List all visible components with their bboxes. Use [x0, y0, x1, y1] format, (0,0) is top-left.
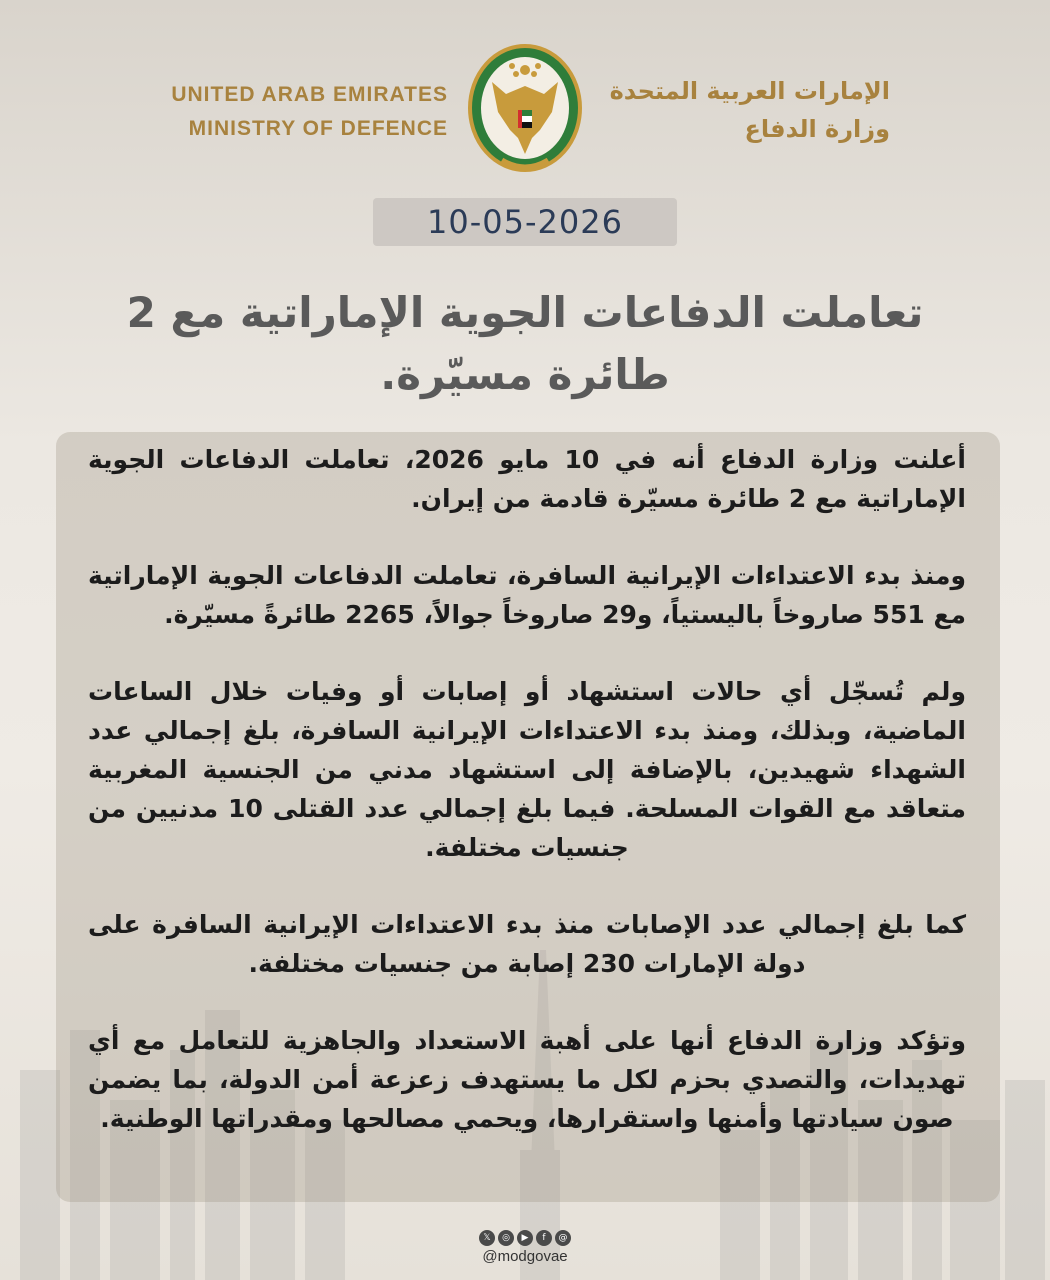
instagram-icon[interactable]: ◎	[498, 1230, 514, 1246]
paragraph-2: ومنذ بدء الاعتداءات الإيرانية السافرة، تعاملت الدفاعات الجوية الإماراتية مع 551 صاروخاً باليستياً، و29 صاروخاً جوالاً، 2265 طائرةً مسيّرة.	[88, 561, 966, 629]
social-icons	[470, 1230, 580, 1246]
paragraph-5: وتؤكد وزارة الدفاع أنها على أهبة الاستعداد والجاهزية للتعامل مع أي تهديدات، والتصدي بحزم لكل ما يستهدف زعزعة أمن الدولة، بما يضمن صون سيادتها وأمنها واستقرارها، ويحمي مصالحها ومقدراتها الوطنية.	[88, 1026, 966, 1133]
arabic-ministry-title: وزارة الدفاع	[744, 115, 890, 143]
ministry-header	[0, 40, 1050, 200]
facebook-icon[interactable]: f	[536, 1230, 552, 1246]
date-badge: 10-05-2026	[373, 198, 677, 246]
social-handle[interactable]: @modgovae	[482, 1248, 568, 1265]
arabic-country-name: الإمارات العربية المتحدة	[609, 77, 890, 105]
youtube-icon[interactable]: ▶	[517, 1230, 533, 1246]
arabic-ministry-name	[600, 72, 890, 148]
x-icon[interactable]: 𝕏	[479, 1230, 495, 1246]
statement-body	[88, 440, 966, 1176]
threads-icon[interactable]: @	[555, 1230, 571, 1246]
english-ministry-title: MINISTRY OF DEFENCE	[188, 117, 448, 140]
paragraph-4: كما بلغ إجمالي عدد الإصابات منذ بدء الاعتداءات الإيرانية السافرة على دولة الإمارات 230 إصابة من جنسيات مختلفة.	[88, 910, 966, 978]
uae-emblem-logo	[466, 42, 584, 187]
paragraph-3: ولم تُسجّل أي حالات استشهاد أو إصابات أو وفيات خلال الساعات الماضية، وبذلك، ومنذ بدء الاعتداءات الإيرانية السافرة، بلغ إجمالي عدد الشهداء شهيدين، بالإضافة إلى استشهاد مدني من الجنسية المغربية متعاقد مع القوات المسلحة. فيما بلغ إجمالي عدد القتلى 10 مدنيين من جنسيات مختلفة.	[88, 677, 966, 862]
english-ministry-name	[150, 78, 448, 146]
paragraph-1: أعلنت وزارة الدفاع أنه في 10 مايو 2026، تعاملت الدفاعات الجوية الإماراتية مع 2 طائرة مسيّرة قادمة من إيران.	[88, 445, 966, 513]
english-country-name: UNITED ARAB EMIRATES	[171, 83, 448, 106]
social-footer	[470, 1230, 580, 1265]
headline: تعاملت الدفاعات الجوية الإماراتية مع 2 طائرة مسيّرة.	[126, 288, 924, 399]
